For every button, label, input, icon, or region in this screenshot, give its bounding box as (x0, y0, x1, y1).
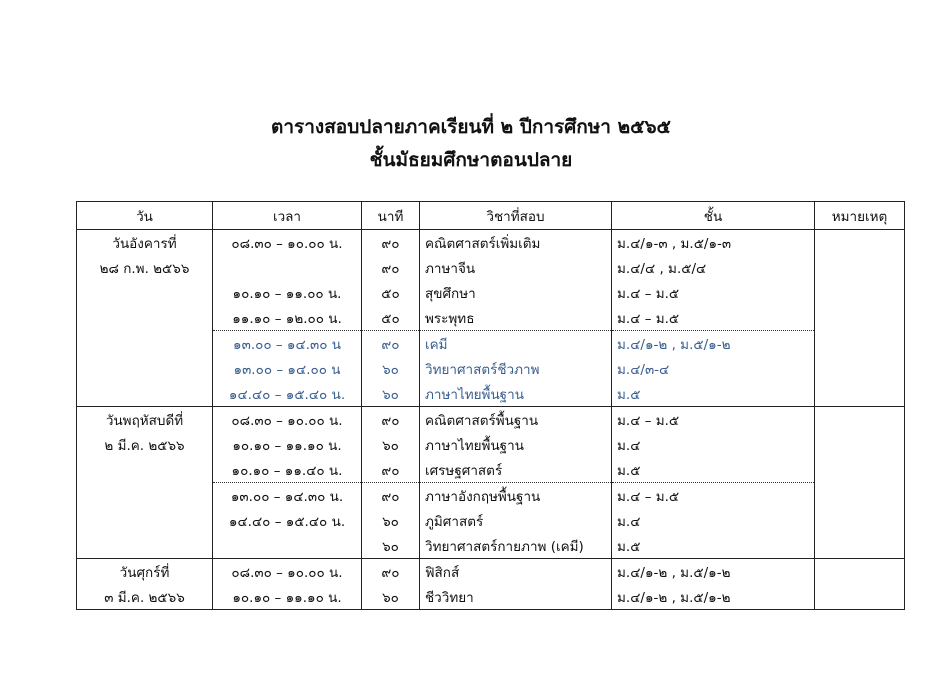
subject-cell: คณิตศาสตร์เพิ่มเติม (420, 230, 612, 256)
table-row (77, 533, 905, 559)
minutes-cell: ๖๐ (362, 356, 420, 381)
time-cell: ๑๐.๑๐ – ๑๑.๐๐ น. (213, 280, 362, 305)
table-row (77, 255, 905, 280)
subject-cell: ภาษาจีน (420, 255, 612, 280)
date-cell: ๒๘ ก.พ. ๒๕๖๖ (77, 255, 213, 280)
subject-cell: ภาษาอังกฤษพื้นฐาน (420, 483, 612, 509)
level-cell: ม.๔ (612, 508, 815, 533)
subject-cell: ภูมิศาสตร์ (420, 508, 612, 533)
time-cell: ๐๘.๓๐ – ๑๐.๐๐ น. (213, 230, 362, 256)
level-cell: ม.๕ (612, 381, 815, 407)
table-row (77, 407, 905, 433)
level-cell: ม.๔/๑-๒ , ม.๕/๑-๒ (612, 331, 815, 357)
day-cell: วันพฤหัสบดีที่ (77, 407, 213, 433)
day-cell: วันอังคารที่ (77, 230, 213, 256)
minutes-cell: ๖๐ (362, 533, 420, 559)
minutes-cell: ๙๐ (362, 483, 420, 509)
table-row (77, 230, 905, 256)
exam-schedule-table (76, 201, 905, 610)
minutes-cell: ๙๐ (362, 255, 420, 280)
minutes-cell: ๙๐ (362, 457, 420, 483)
header-time: เวลา (213, 202, 362, 230)
subject-cell: วิทยาศาสตร์กายภาพ (เคมี) (420, 533, 612, 559)
level-cell: ม.๕ (612, 533, 815, 559)
time-cell: ๑๔.๔๐ – ๑๕.๔๐ น. (213, 381, 362, 407)
subject-cell: ภาษาไทยพื้นฐาน (420, 381, 612, 407)
minutes-cell: ๖๐ (362, 508, 420, 533)
minutes-cell: ๕๐ (362, 280, 420, 305)
time-cell (213, 255, 362, 280)
minutes-cell: ๕๐ (362, 305, 420, 331)
time-cell: ๐๘.๓๐ – ๑๐.๐๐ น. (213, 407, 362, 433)
header-minutes: นาที (362, 202, 420, 230)
level-cell: ม.๔/๑-๓ , ม.๕/๑-๓ (612, 230, 815, 256)
minutes-cell: ๖๐ (362, 381, 420, 407)
table-row (77, 457, 905, 483)
remark-cell (815, 407, 905, 559)
level-cell: ม.๔ (612, 432, 815, 457)
remark-cell (815, 230, 905, 407)
level-cell: ม.๔/๓-๔ (612, 356, 815, 381)
time-cell: ๑๐.๑๐ – ๑๑.๔๐ น. (213, 457, 362, 483)
time-cell (213, 533, 362, 559)
subject-cell: วิทยาศาสตร์ชีวภาพ (420, 356, 612, 381)
minutes-cell: ๖๐ (362, 584, 420, 610)
time-cell: ๑๓.๐๐ – ๑๔.๓๐ น. (213, 483, 362, 509)
page-subtitle: ชั้นมัธยมศึกษาตอนปลาย (369, 149, 573, 171)
time-cell: ๑๐.๑๐ – ๑๑.๑๐ น. (213, 432, 362, 457)
subject-cell: ฟิสิกส์ (420, 559, 612, 585)
table-row (77, 331, 905, 357)
subject-cell: ชีววิทยา (420, 584, 612, 610)
header-subject: วิชาที่สอบ (420, 202, 612, 230)
level-cell: ม.๔ – ม.๕ (612, 280, 815, 305)
level-cell: ม.๔/๑-๒ , ม.๕/๑-๒ (612, 559, 815, 585)
minutes-cell: ๙๐ (362, 230, 420, 256)
minutes-cell: ๙๐ (362, 331, 420, 357)
minutes-cell: ๖๐ (362, 432, 420, 457)
header-remark: หมายเหตุ (815, 202, 905, 230)
subject-cell: สุขศึกษา (420, 280, 612, 305)
table-row (77, 432, 905, 457)
header-day: วัน (77, 202, 213, 230)
date-cell: ๓ มี.ค. ๒๕๖๖ (77, 584, 213, 610)
table-row (77, 584, 905, 610)
table-header-row (77, 202, 905, 230)
table-row (77, 356, 905, 381)
time-cell: ๑๐.๑๐ – ๑๑.๑๐ น. (213, 584, 362, 610)
date-cell: ๒ มี.ค. ๒๕๖๖ (77, 432, 213, 457)
table-row (77, 381, 905, 407)
subject-cell: เคมี (420, 331, 612, 357)
time-cell: ๑๓.๐๐ – ๑๔.๐๐ น (213, 356, 362, 381)
time-cell: ๐๘.๓๐ – ๑๐.๐๐ น. (213, 559, 362, 585)
table-row (77, 305, 905, 331)
table-row (77, 559, 905, 585)
level-cell: ม.๔ – ม.๕ (612, 407, 815, 433)
level-cell: ม.๔/๔ , ม.๕/๔ (612, 255, 815, 280)
remark-cell (815, 559, 905, 610)
level-cell: ม.๔ – ม.๕ (612, 305, 815, 331)
time-cell: ๑๔.๔๐ – ๑๕.๔๐ น. (213, 508, 362, 533)
table-row (77, 483, 905, 509)
subject-cell: เศรษฐศาสตร์ (420, 457, 612, 483)
level-cell: ม.๔/๑-๒ , ม.๕/๑-๒ (612, 584, 815, 610)
minutes-cell: ๙๐ (362, 559, 420, 585)
time-cell: ๑๑.๑๐ – ๑๒.๐๐ น. (213, 305, 362, 331)
time-cell: ๑๓.๐๐ – ๑๔.๓๐ น (213, 331, 362, 357)
subject-cell: ภาษาไทยพื้นฐาน (420, 432, 612, 457)
level-cell: ม.๔ – ม.๕ (612, 483, 815, 509)
table-row (77, 508, 905, 533)
day-cell: วันศุกร์ที่ (77, 559, 213, 585)
table-row (77, 280, 905, 305)
subject-cell: พระพุทธ (420, 305, 612, 331)
header-level: ชั้น (612, 202, 815, 230)
subject-cell: คณิตศาสตร์พื้นฐาน (420, 407, 612, 433)
page-title: ตารางสอบปลายภาคเรียนที่ ๒ ปีการศึกษา ๒๕๖๕ (271, 116, 671, 138)
minutes-cell: ๙๐ (362, 407, 420, 433)
level-cell: ม.๕ (612, 457, 815, 483)
